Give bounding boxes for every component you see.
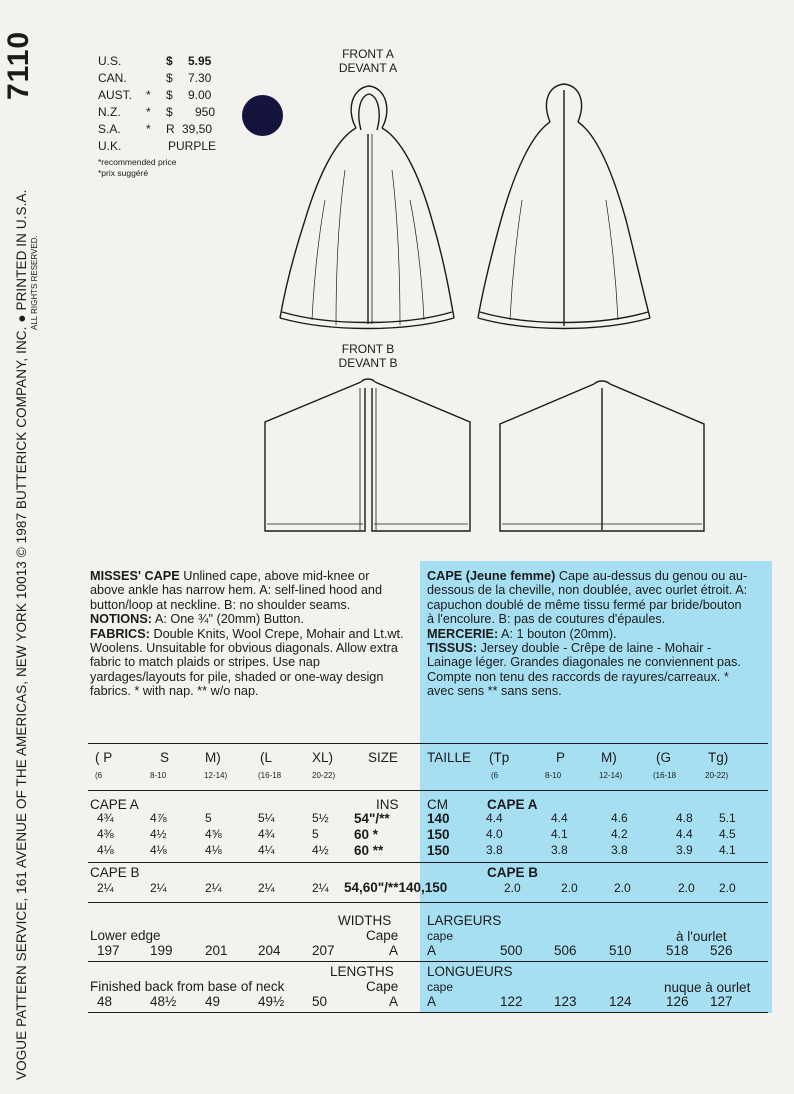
size-range: (6 [95, 771, 103, 780]
meters-cell: 4.4 [676, 827, 693, 841]
view-label-fr: DEVANT B [338, 356, 398, 370]
meters-cell: 4.4 [551, 811, 568, 825]
width-cell: 204 [258, 943, 281, 958]
yardage-cell: 4½ [312, 843, 329, 857]
width-cell: 207 [312, 943, 335, 958]
widths-col-label: Cape [366, 928, 399, 943]
price-region: U.S. [98, 54, 122, 68]
cape-a-label-fr: CAPE A [487, 797, 538, 812]
yardage-cell: 4⅞ [150, 811, 167, 825]
yardage-cell: 2¼ [97, 881, 114, 895]
cm-label: CM [427, 797, 448, 812]
yardage-cell: 4⅜ [97, 827, 114, 841]
meters-cell: 4.6 [611, 811, 628, 825]
price-note: *prix suggéré [98, 168, 149, 178]
width-cell: 201 [205, 943, 228, 958]
widths-row-label: Lower edge [90, 928, 161, 943]
price-region: S.A. [98, 122, 121, 136]
width-cm-cell: 510 [609, 943, 632, 958]
width-cm-cell: 500 [500, 943, 523, 958]
yardage-cell: 2¼ [258, 881, 275, 895]
price-amount: 7.30 [188, 71, 212, 85]
size-heading: (L [260, 750, 273, 765]
size-heading: ( P [95, 750, 113, 765]
meters-cell: 4.5 [719, 827, 736, 841]
meters-cell: 4.2 [611, 827, 628, 841]
fabric-width-ins: 54"/** [354, 811, 390, 826]
cape-a-back-drawing [478, 84, 650, 329]
taille-heading: M) [601, 750, 617, 765]
meters-cell: 2.0 [614, 881, 631, 895]
lengths-col-label: Cape [366, 979, 399, 994]
price-amount: 950 [195, 105, 216, 119]
taille-range: (16-18 [653, 771, 677, 780]
price-currency: R [166, 122, 175, 136]
yardage-cell: 4⅛ [97, 843, 114, 857]
price-region: N.Z. [98, 105, 121, 119]
fabrics-label: FABRICS: [90, 626, 150, 641]
taille-heading: Tg) [708, 750, 729, 765]
price-currency: $ [166, 54, 173, 68]
meters-cell: 2.0 [678, 881, 695, 895]
cape-a-label: CAPE A [90, 797, 139, 812]
width-cm-cell: 506 [554, 943, 577, 958]
price-mark: * [146, 105, 151, 119]
yardage-cell: 4½ [150, 827, 167, 841]
meters-cell: 5.1 [719, 811, 736, 825]
size-range: 12-14) [204, 771, 228, 780]
meters-cell: 3.9 [676, 843, 693, 857]
yardage-cell: 2¼ [150, 881, 167, 895]
length-cell: 48 [97, 994, 113, 1009]
view-label-fr: DEVANT A [338, 61, 398, 75]
lengths-view-fr: A [427, 994, 437, 1009]
ins-label: INS [376, 797, 399, 812]
cape-a-front-drawing [280, 86, 454, 329]
length-cm-cell: 126 [666, 994, 689, 1009]
widths-note-fr: à l'ourlet [676, 929, 727, 944]
taille-heading: (Tp [489, 750, 510, 765]
fabrics-label: TISSUS: [427, 641, 478, 656]
meters-cell: 3.8 [551, 843, 568, 857]
taille-range: 20-22) [705, 771, 729, 780]
price-note: *recommended price [98, 157, 177, 167]
notions-text: A: 1 bouton (20mm). [498, 626, 617, 641]
meters-cell: 2.0 [561, 881, 578, 895]
fabric-width-ins: 60 * [354, 827, 379, 842]
description-body: Cape au-dessus du genou ou au-dessous de la cheville, non doublée, avec ourlet étroit. A: capuchon doublé de même tissu fermé par bride/bouton à l'encolure. B: pas de coutures d'épaules. [427, 569, 748, 627]
fabrics-text: Double Knits, Wool Crepe, Mohair and Lt.wt. Woolens. Unsuitable for obvious diagonals. Allow extra fabric to match plaids or stripes. Use nap yardages/layouts for pile, shaded or one-way design fabrics. * with nap. ** w/o nap. [90, 626, 404, 699]
yardage-cell: 5 [312, 827, 319, 841]
cape-b-back-drawing [500, 381, 704, 531]
fabric-width-cm: 150 [427, 843, 450, 858]
widths-title: WIDTHS [338, 913, 392, 928]
view-label-en: FRONT B [341, 342, 395, 356]
width-cm-cell: 526 [710, 943, 733, 958]
meters-cell: 4.1 [551, 827, 568, 841]
cape-b-label-fr: CAPE B [487, 865, 539, 880]
size-range: 20-22) [312, 771, 336, 780]
width-cm-cell: 518 [666, 943, 689, 958]
widths-view: A [389, 943, 399, 958]
notions-label: NOTIONS: [90, 612, 153, 627]
yardage-cell: 4⅛ [150, 843, 167, 857]
lengths-row-label: Finished back from base of neck [90, 979, 285, 994]
taille-heading: (G [656, 750, 671, 765]
length-cm-cell: 124 [609, 994, 632, 1009]
taille-range: (6 [491, 771, 499, 780]
meters-cell: 3.8 [486, 843, 503, 857]
description-title: MISSES' CAPE [90, 569, 180, 583]
taille-label: TAILLE [427, 750, 472, 765]
price-region: CAN. [98, 71, 127, 85]
meters-cell: 4.8 [676, 811, 693, 825]
widths-view-fr: A [427, 943, 437, 958]
width-cell: 199 [150, 943, 173, 958]
length-cell: 50 [312, 994, 328, 1009]
length-cm-cell: 123 [554, 994, 577, 1009]
meters-cell: 3.8 [611, 843, 628, 857]
price-amount: 39,50 [182, 122, 213, 136]
taille-range: 8-10 [545, 771, 562, 780]
length-cell: 49 [205, 994, 221, 1009]
yardage-cell: 4⅝ [205, 827, 222, 841]
price-amount: 5.95 [188, 54, 212, 68]
meters-cell: 4.4 [486, 811, 503, 825]
taille-heading: P [556, 750, 566, 765]
meters-cell: 4.1 [719, 843, 736, 857]
yardage-cell: 4¼ [258, 843, 275, 857]
price-amount: 9.00 [188, 88, 212, 102]
price-region: AUST. [98, 88, 133, 102]
size-heading: M) [205, 750, 221, 765]
price-mark: * [146, 122, 151, 136]
price-currency: $ [166, 105, 173, 119]
meters-cell: 2.0 [719, 881, 736, 895]
widths-title-fr: LARGEURS [427, 913, 502, 928]
pattern-number: 7110 [2, 30, 35, 100]
cape-b-front-drawing [265, 379, 470, 531]
yardage-cell: 4⅛ [205, 843, 222, 857]
lengths-col-label-fr: cape [427, 980, 454, 994]
description-title: CAPE (Jeune femme) [427, 569, 556, 583]
description-body: Unlined cape, above mid-knee or above ankle has narrow hem. A: self-lined hood and button/loop at neckline. B: no shoulder seams. [90, 569, 382, 612]
price-region: U.K. [98, 139, 122, 153]
fabric-width-ins: 60 ** [354, 843, 384, 858]
yardage-cell: 4¾ [97, 811, 114, 825]
meters-cell: 2.0 [504, 881, 521, 895]
price-amount: PURPLE [168, 139, 217, 153]
length-cell: 49½ [258, 994, 285, 1009]
size-label: SIZE [368, 750, 399, 765]
yardage-cell: 5¼ [258, 811, 275, 825]
fabric-width-cm: 140 [427, 811, 450, 826]
yardage-cell: 4¾ [258, 827, 275, 841]
description-english [90, 569, 406, 699]
price-currency: $ [166, 88, 173, 102]
rights-reserved: ALL RIGHTS RESERVED. [30, 235, 39, 330]
yardage-cell: 5 [205, 811, 212, 825]
size-heading: S [160, 750, 170, 765]
length-cm-cell: 127 [710, 994, 733, 1009]
view-label-en: FRONT A [342, 47, 394, 61]
price-currency: $ [166, 71, 173, 85]
size-range: (16-18 [258, 771, 282, 780]
publisher-address: VOGUE PATTERN SERVICE, 161 AVENUE OF THE AMERICAS, NEW YORK 10013 © 1987 BUTTERICK COMPANY, INC. ● PRINTED IN U.S.A. [14, 189, 29, 1080]
taille-range: 12-14) [599, 771, 623, 780]
description-french [427, 569, 749, 699]
price-mark: * [146, 88, 151, 102]
fabric-width: 54,60"/**140,150 [344, 880, 448, 895]
widths-col-label-fr: cape [427, 929, 454, 943]
notions-label: MERCERIE: [427, 626, 499, 641]
length-cell: 48½ [150, 994, 177, 1009]
lengths-title-fr: LONGUEURS [427, 964, 513, 979]
yardage-cell: 2¼ [312, 881, 329, 895]
lengths-title: LENGTHS [330, 964, 394, 979]
fabric-width-cm: 150 [427, 827, 450, 842]
width-cell: 197 [97, 943, 120, 958]
size-range: 8-10 [150, 771, 167, 780]
fabrics-text: Jersey double - Crêpe de laine - Mohair - Lainage léger. Grandes diagonales ne conviennent pas. Compte non tenu des raccords de rayures/carreaux. * avec sens ** sans sens. [427, 641, 741, 699]
lengths-view: A [389, 994, 399, 1009]
yardage-cell: 5½ [312, 811, 329, 825]
size-heading: XL) [312, 750, 334, 765]
meters-cell: 4.0 [486, 827, 503, 841]
cape-b-label: CAPE B [90, 865, 140, 880]
length-cm-cell: 122 [500, 994, 523, 1009]
yardage-cell: 2¼ [205, 881, 222, 895]
notions-text: A: One ¾" (20mm) Button. [152, 612, 304, 627]
lengths-note-fr: nuque à ourlet [664, 980, 751, 995]
